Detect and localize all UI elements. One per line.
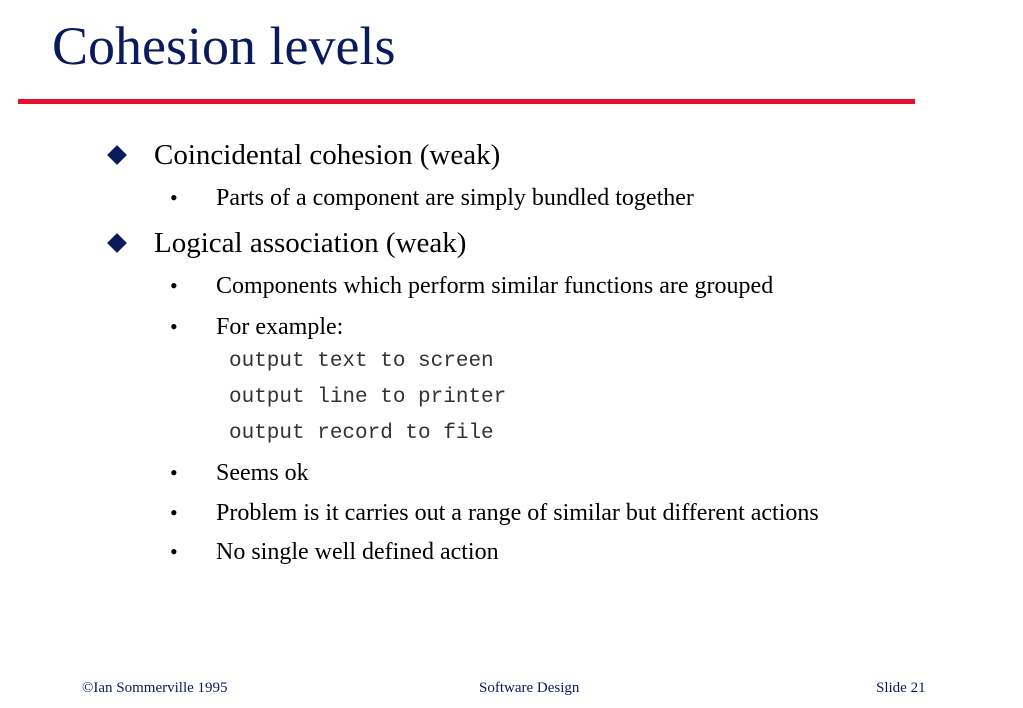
diamond-bullet-icon <box>107 145 127 165</box>
sub-bullet-dot: • <box>170 539 178 564</box>
bullet-logical-association: Logical association (weak) <box>154 227 467 259</box>
sub-bullet-for-example: For example: <box>216 314 344 340</box>
sub-bullet-dot: • <box>170 185 178 210</box>
footer-slide-number: Slide 21 <box>876 680 926 696</box>
sub-bullet-dot: • <box>170 500 178 525</box>
slide-title: Cohesion levels <box>52 16 396 76</box>
sub-bullet-similar-functions: Components which perform similar functions are grouped <box>216 273 774 299</box>
code-line-file: output record to file <box>229 422 494 445</box>
footer-course-title: Software Design <box>479 680 580 696</box>
diamond-bullet-icon <box>107 233 127 253</box>
sub-bullet-seems-ok: Seems ok <box>216 460 309 486</box>
code-line-screen: output text to screen <box>229 350 494 373</box>
sub-bullet-dot: • <box>170 273 178 298</box>
sub-bullet-dot: • <box>170 314 178 339</box>
sub-bullet-no-single-action: No single well defined action <box>216 539 499 565</box>
sub-bullet-problem: Problem is it carries out a range of similar but different actions <box>216 500 819 526</box>
bullet-coincidental-cohesion: Coincidental cohesion (weak) <box>154 139 501 171</box>
code-line-printer: output line to printer <box>229 386 507 409</box>
sub-bullet-parts-bundled: Parts of a component are simply bundled together <box>216 185 694 211</box>
footer-copyright: ©Ian Sommerville 1995 <box>82 680 228 696</box>
sub-bullet-dot: • <box>170 460 178 485</box>
